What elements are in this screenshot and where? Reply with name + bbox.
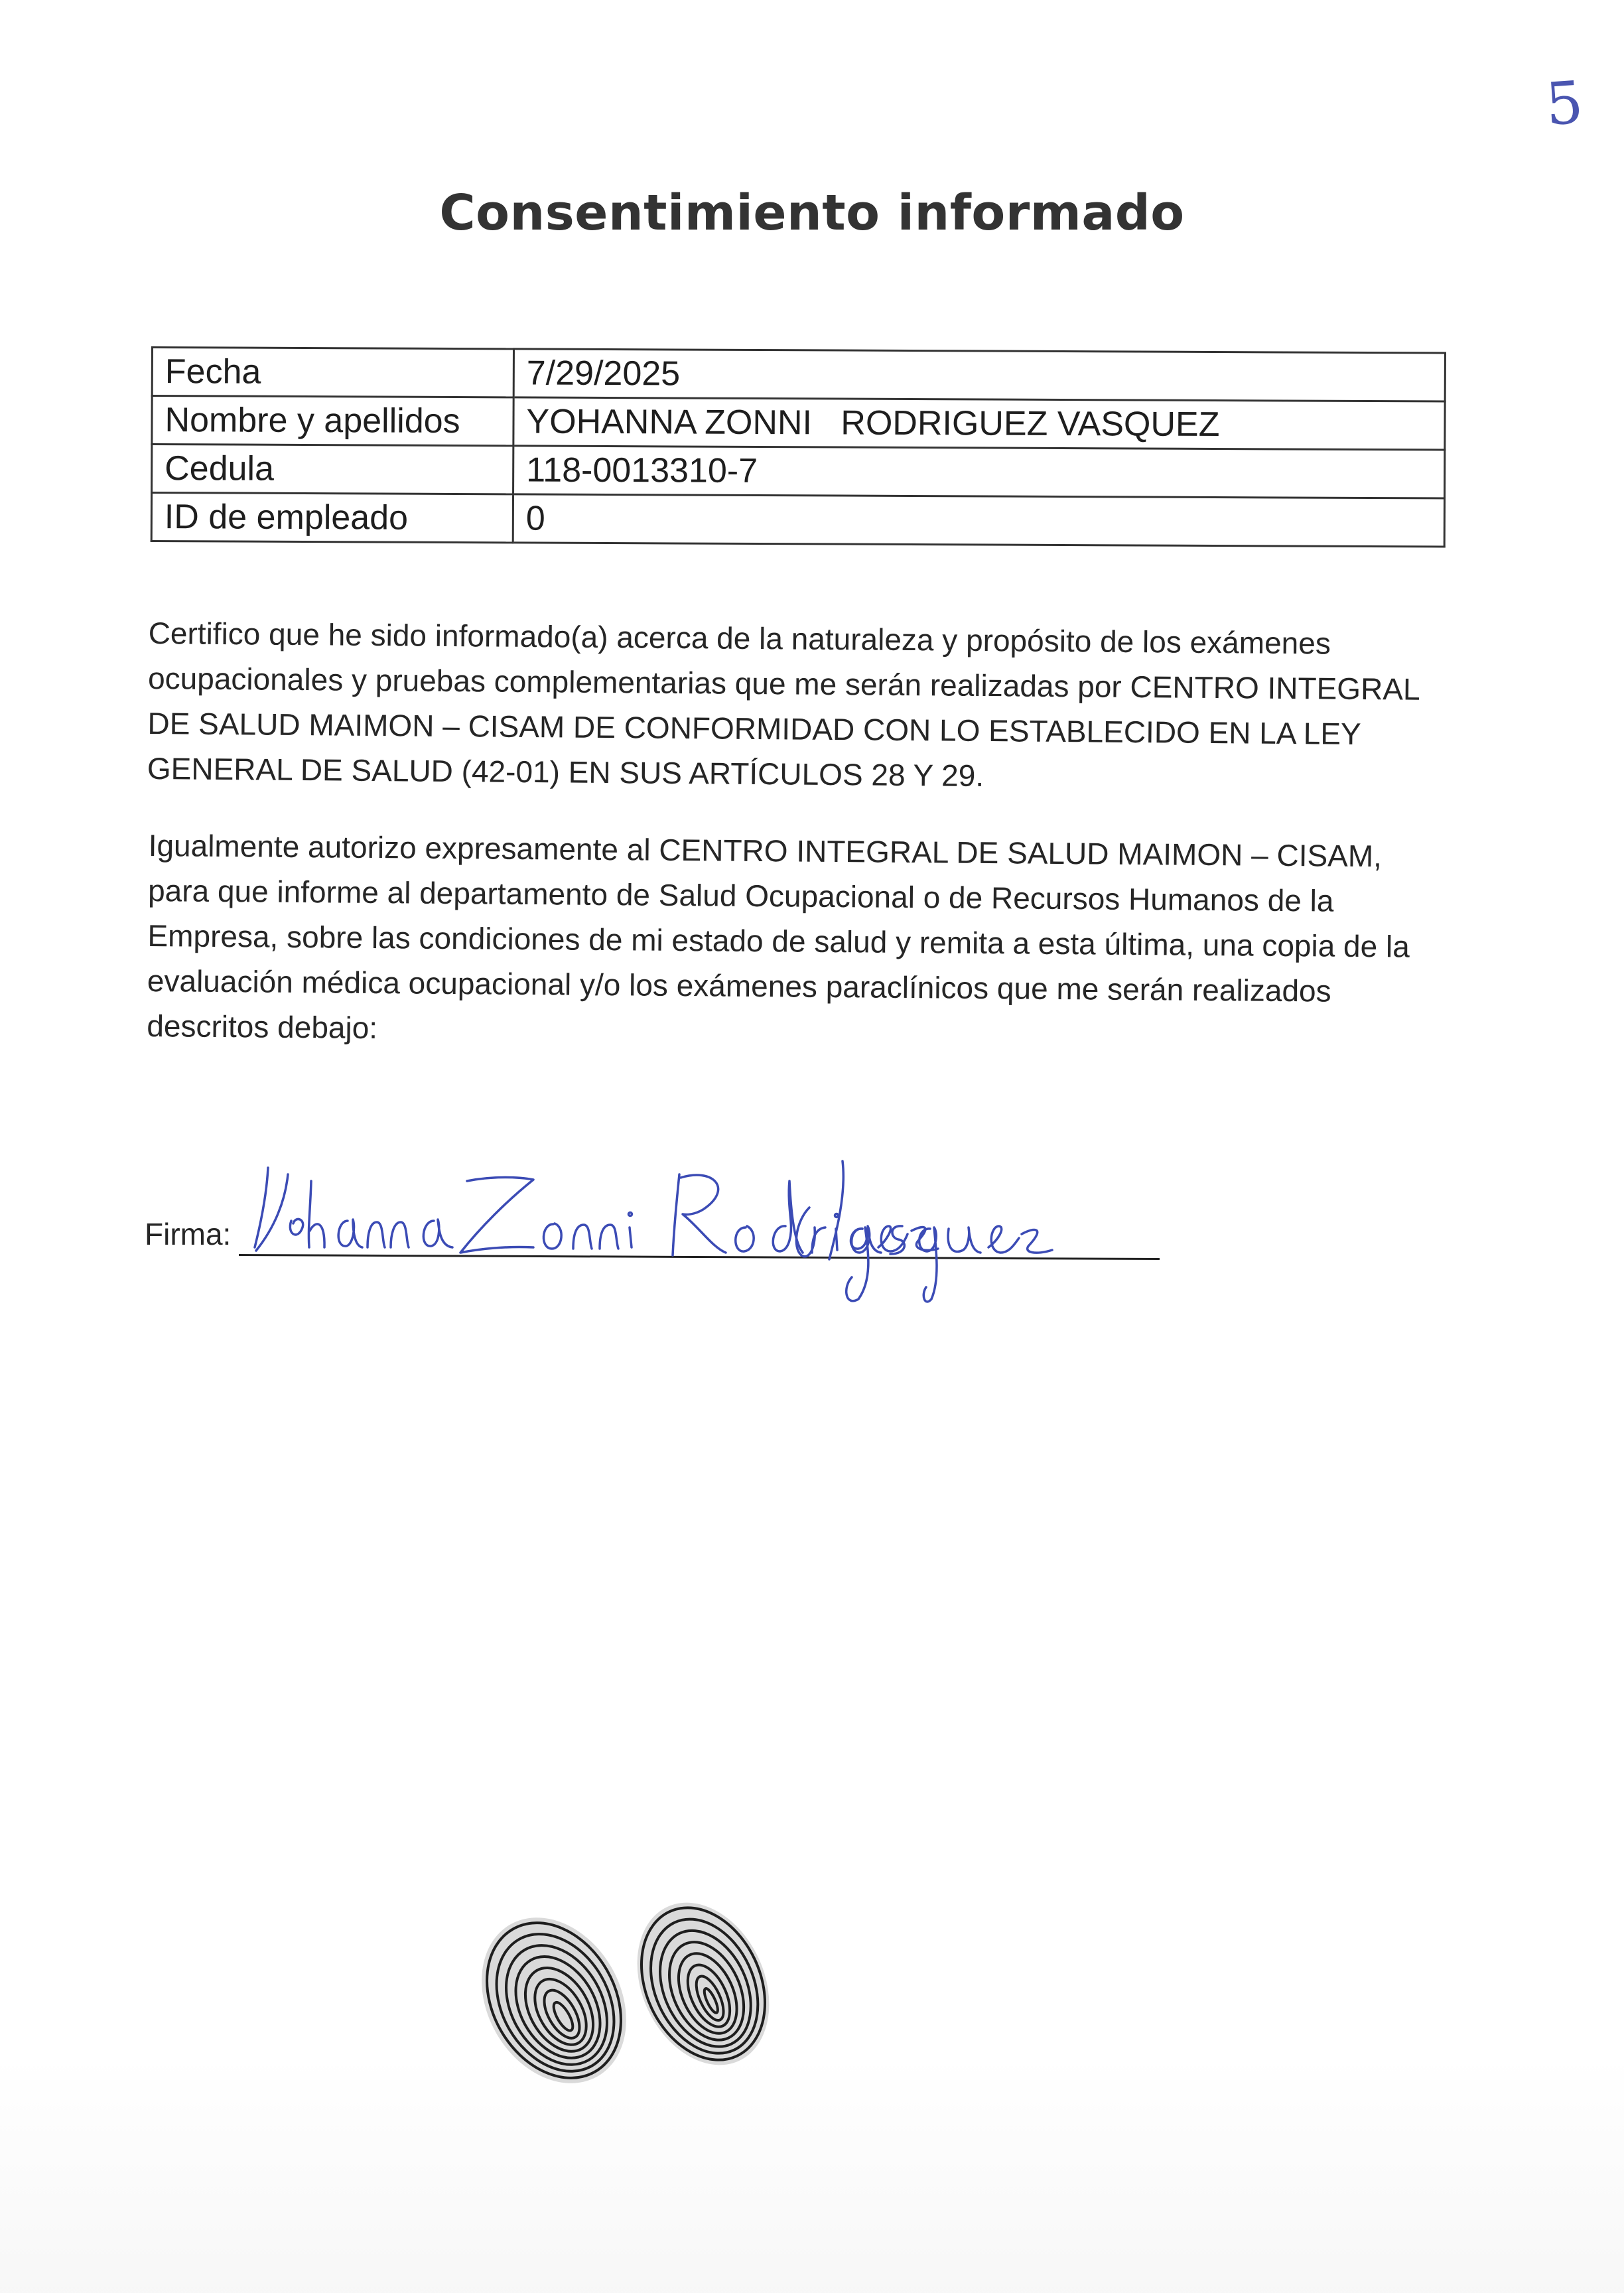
signature-label: Firma:	[145, 1217, 232, 1251]
table-cell-label: Nombre y apellidos	[152, 396, 513, 446]
table-row	[152, 445, 1445, 499]
scan-shadow	[0, 2057, 1624, 2293]
table-row	[151, 493, 1444, 547]
fingerprint-icon	[478, 1898, 655, 2097]
page-title: Consentimiento informado	[439, 184, 1185, 242]
table-row	[152, 396, 1445, 451]
table-cell-value: 0	[513, 494, 1444, 547]
table-cell-label: Cedula	[152, 445, 513, 494]
fingerprint-group	[478, 1898, 789, 2097]
table-cell-label: Fecha	[152, 348, 513, 397]
table-cell-label: ID de empleado	[151, 493, 513, 543]
info-table-wrapper	[151, 346, 1446, 548]
info-table	[151, 346, 1446, 548]
consent-paragraph: Certifico que he sido informado(a) acerca de la naturaleza y propósito de los exámenes ocupacionales y pruebas complementarias que me serán realizadas por CENTRO INTEGRAL DE SALUD MAIMON – CISAM DE CONFORMIDAD CON LO ESTABLECIDO EN LA LEY GENERAL DE SALUD (42-01) EN SUS ARTÍCULOS 28 Y 29.	[147, 615, 1420, 793]
authorization-paragraph: Igualmente autorizo expresamente al CENTRO INTEGRAL DE SALUD MAIMON – CISAM, para que informe al departamento de Salud Ocupacional o de Recursos Humanos de la Empresa, sobre las condiciones de mi estado de salud y remita a esta última, una copia de la evaluación médica ocupacional y/o los exámenes paraclínicos que me serán realizados descritos debajo:	[147, 827, 1410, 1046]
fingerprint-icon	[612, 1898, 789, 2087]
table-cell-value: 118-0013310-7	[513, 446, 1445, 498]
table-row	[152, 348, 1445, 402]
table-cell-value: YOHANNA ZONNI RODRIGUEZ VASQUEZ	[513, 397, 1445, 450]
handwritten-signature-surname	[789, 1141, 1068, 1314]
handwritten-page-number: 5	[1543, 68, 1586, 139]
table-cell-value: 7/29/2025	[513, 349, 1445, 401]
